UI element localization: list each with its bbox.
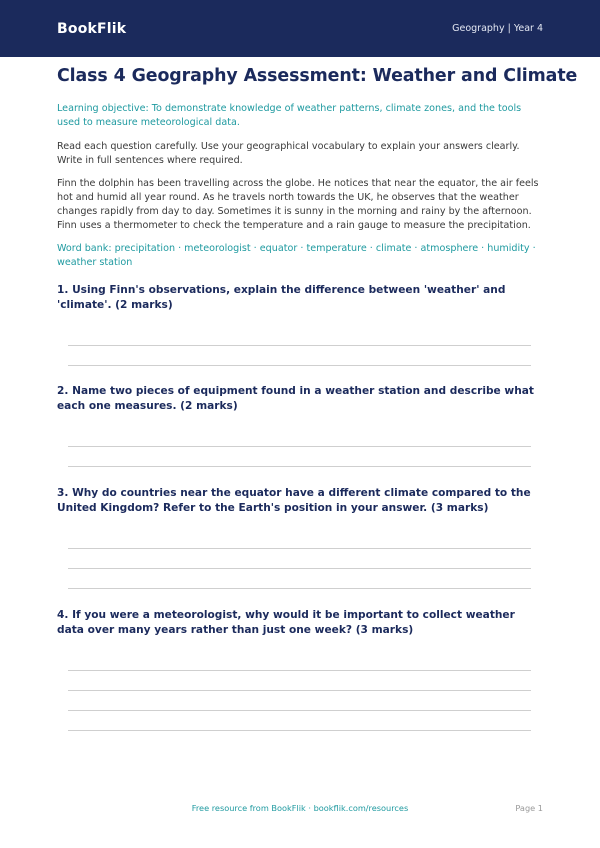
brand-logo[interactable]: BookFlik [57, 20, 127, 37]
answer-line[interactable] [68, 710, 531, 711]
word-bank: Word bank: precipitation · meteorologist · equator · temperature · climate · atmosphere · humidity · weather station [57, 243, 536, 268]
answer-line[interactable] [68, 466, 531, 467]
question-text: 2. Name two pieces of equipment found in a weather station and describe what each one measures. (2 marks) [57, 385, 534, 412]
answer-line[interactable] [68, 588, 531, 589]
question-4 [57, 608, 543, 638]
answer-line[interactable] [68, 670, 531, 671]
intro-section [57, 66, 578, 270]
page-title: Class 4 Geography Assessment: Weather and Climate [57, 66, 578, 86]
answer-line[interactable] [68, 345, 531, 346]
answer-line[interactable] [68, 548, 531, 549]
page-number: Page 1 [515, 803, 543, 813]
question-text: 1. Using Finn's observations, explain the difference between 'weather' and 'climate'. (2 marks) [57, 284, 506, 311]
answer-line[interactable] [68, 446, 531, 447]
question-1 [57, 283, 543, 313]
question-text: 4. If you were a meteorologist, why would it be important to collect weather data over many years rather than just one week? (3 marks) [57, 609, 515, 636]
instructions-text: Read each question carefully. Use your geographical vocabulary to explain your answers clearly. Write in full sentences where required. [57, 141, 520, 166]
question-text: 3. Why do countries near the equator have a different climate compared to the United Kingdom? Refer to the Earth's position in your answer. (3 marks) [57, 487, 531, 514]
learning-objective: Learning objective: To demonstrate knowledge of weather patterns, climate zones, and the tools used to measure meteorological data. [57, 103, 522, 128]
subject-label: Geography | Year 4 [452, 23, 543, 34]
answer-line[interactable] [68, 365, 531, 366]
question-3 [57, 486, 543, 516]
footer-resource-link[interactable]: Free resource from BookFlik · bookflik.com/resources [191, 803, 409, 813]
answer-line[interactable] [68, 568, 531, 569]
question-2 [57, 384, 543, 414]
answer-line[interactable] [68, 730, 531, 731]
page-header [0, 0, 600, 57]
story-text: Finn the dolphin has been travelling across the globe. He notices that near the equator, the air feels hot and humid all year round. As he travels north towards the UK, he observes that the weather changes rapidly from day to day. Sometimes it is sunny in the morning and rainy by the afternoon. Finn uses a thermometer to check the temperature and a rain gauge to measure the precipitation. [57, 178, 539, 231]
answer-line[interactable] [68, 690, 531, 691]
